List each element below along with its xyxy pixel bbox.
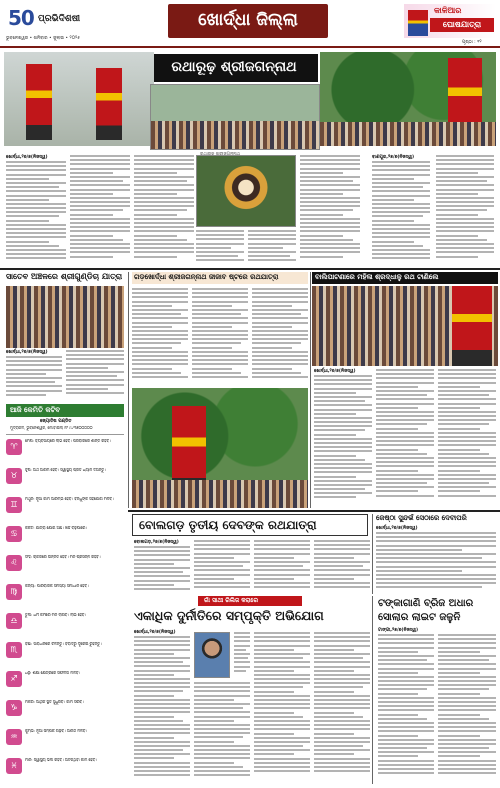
lead-text-col-5: [248, 230, 296, 266]
story-b-text-1: [132, 288, 188, 384]
story-c-text-3: [438, 369, 496, 507]
lead-byline-left: ଖୋର୍ଦ୍ଧା,୨୭/୭(ନିଜସ୍ୱ): [6, 155, 48, 160]
lead-headline: ରଥାରୂଢ଼ ଶ୍ରୀଜଗନ୍ନାଥ: [171, 59, 297, 76]
horoscope-astrologer: ଜ୍ୟୋତିଷ ପଣ୍ଡିତ: [40, 419, 72, 424]
festival-ad: [404, 4, 496, 38]
sign-text: ମୀନ: ସ୍ୱାସ୍ଥ୍ୟ ଭଲ ରହିବ। ଅଟକିଥିବା କାମ ହେବ।: [25, 758, 97, 762]
row4-text-3: [254, 632, 310, 784]
sign-text: କର୍କଟ: ଯାତ୍ରା ଯୋଗ ଅଛି। ଖର୍ଚ୍ଚ ବଢ଼ିପାରେ।: [25, 526, 87, 530]
story-c-title-bar: [312, 272, 498, 284]
zodiac-icon: ♍: [6, 584, 22, 600]
chariot-icon: [452, 286, 492, 366]
zodiac-icon: ♋: [6, 526, 22, 542]
zodiac-icon: ♈: [6, 439, 22, 455]
story-c-text-2: [376, 369, 434, 507]
zodiac-icon: ♒: [6, 729, 22, 745]
anniversary-logo: [8, 6, 38, 32]
zodiac-icon: ♏: [6, 642, 22, 658]
ad-line2: ଘୋଷଯାତ୍ରା: [442, 20, 482, 29]
lead-photo-right: [320, 52, 496, 146]
ad-line1: କାଳିଆର: [434, 6, 462, 15]
row3-text-3: [254, 540, 310, 594]
sign-text: ମିଥୁନ: ନୂଆ କାମ ଆରମ୍ଭ ହେବ। ବନ୍ଧୁଙ୍କ ସହଯୋଗ ମିଳିବ।: [25, 497, 114, 501]
row4-portrait-photo: [194, 632, 230, 678]
lead-text-col-3: [134, 155, 194, 265]
lead-photo-middle: [150, 84, 320, 150]
zodiac-icon: ♉: [6, 468, 22, 484]
story-a-title: ସାତେବ ଅଞ୍ଚଳରେ ଶ୍ରୀଗୁଣ୍ଡିଚା ଯାତ୍ରା: [6, 272, 123, 281]
horoscope-title-bar: [6, 404, 124, 417]
row3-headline-box: [132, 514, 368, 536]
horoscope-list: [6, 434, 124, 788]
story-c-text-1: [314, 375, 372, 507]
story-b-text-2: [192, 288, 248, 384]
sign-text: ସିଂହ: ଚାକିରିରେ ଉନ୍ନତି ହେବ। ମନ ପ୍ରସନ୍ନ ରହିବ।: [25, 555, 101, 559]
lead-text-col-1: [6, 161, 66, 265]
chariot-icon: [26, 64, 52, 140]
row4-side-headline-1: ଟଙ୍କାଗାଣି ବ୍ରିଜ ଅଧାର: [378, 598, 474, 609]
page-label: ପୃଷ୍ଠା : ୧୨: [462, 40, 482, 45]
story-b-text-3: [252, 288, 308, 384]
section-title: ଖୋର୍ଦ୍ଧା ଜିଲ୍ଲା: [198, 10, 298, 31]
story-a-byline: ଖୋର୍ଦ୍ଧା,୨୭/୭(ନିଜସ୍ୱ): [6, 350, 48, 355]
zodiac-icon: ♑: [6, 700, 22, 716]
zodiac-icon: ♐: [6, 671, 22, 687]
row4-side-text-1: [378, 634, 434, 784]
lead-byline-right: ବାଣପୁର,୨୭/୭(ନିଜସ୍ୱ): [372, 155, 415, 160]
row4-kicker: ଗାଁ ସାଥୀ ରିଲିଜ କରାରେ: [204, 597, 258, 604]
row3-side-headline: ଜେଷ୍ଠା ସୁନ୍ଦର୍ଭ ସେଠାରେ ଦେବୀପରି: [376, 514, 467, 522]
sign-text: ମକର: ଆର୍ଥିକ ସ୍ଥିତି ସୁଧୁରିବ। କାମ ସରିବ।: [25, 700, 84, 704]
row3-text-4: [314, 540, 370, 594]
story-b-title-bar: [132, 272, 308, 284]
story-a-photo: [6, 286, 124, 348]
story-c-title: ବାଲିପାଟଣାରେ ମହିଳା ଶ୍ରଦ୍ଧାଳୁ ରଥ ଟାଣିଲେ: [315, 273, 439, 281]
row4-text-2b: [234, 632, 250, 678]
row4-text-4: [314, 632, 370, 784]
row4-text-2: [194, 682, 250, 784]
lead-photo-deity: [196, 155, 296, 227]
row4-headline: ଏକାଧିକ ଦୁର୍ନୀତିରେ ସମ୍ପୃକ୍ତି ଅଭିଯୋଗ: [134, 608, 324, 623]
story-c-byline: ଖୋର୍ଦ୍ଧା,୨୭/୭(ନିଜସ୍ୱ): [314, 369, 356, 374]
lead-text-col-8: [436, 155, 494, 265]
story-b-photo: [132, 388, 308, 508]
sign-text: କୁମ୍ଭ: ନୂଆ ସମ୍ପର୍କ ଗଢ଼ିବ। ଆନନ୍ଦ ମିଳିବ।: [25, 729, 88, 733]
row3-text-1: [134, 546, 190, 594]
lead-text-col-6: [300, 155, 360, 265]
row4-text-1: [134, 636, 190, 784]
row3-side-byline: ଖୋର୍ଦ୍ଧା,୨୭/୭(ନିଜସ୍ୱ): [376, 526, 418, 531]
sign-text: ବିଛା: ସାବଧାନରେ ଚଳନ୍ତୁ। ବିବାଦରୁ ଦୂରେଇ ରୁହନ୍ତୁ।: [25, 642, 102, 646]
zodiac-icon: ♓: [6, 758, 22, 774]
zodiac-icon: ♌: [6, 555, 22, 571]
story-a-text-2: [66, 350, 124, 402]
story-a-text: [6, 356, 62, 402]
lead-text-col-7: [372, 161, 430, 265]
sign-text: ତୁଳା: ଧର୍ମ କର୍ମରେ ମନ ଲାଗିବ। ଲାଭ ହେବ।: [25, 613, 87, 617]
row4-kicker-bar: [198, 596, 302, 606]
row3-text-2: [194, 540, 250, 594]
row3-side-text: [376, 532, 496, 594]
story-c-photo: [312, 286, 498, 366]
masthead: [0, 0, 500, 48]
section-title-bar: [168, 4, 328, 38]
row3-headline: ବୋଲଗଡ଼ ତୃତୀୟ ଦେବଙ୍କ ରଥଯାତ୍ରା: [139, 518, 317, 532]
lead-text-col-4: [196, 230, 244, 266]
lead-headline-bar: [150, 54, 318, 82]
row4-side-byline: ଟାଙ୍ଗୀ,୨୭/୭(ନିଜସ୍ୱ): [378, 628, 419, 633]
row3-byline: ବୋଲଗଡ଼,୨୭/୭(ନିଜସ୍ୱ): [134, 540, 179, 545]
row4-side-headline-2: ସୋଲାର ଲାଇଟ ଜଳୁନି: [378, 612, 461, 623]
lead-photo-left: [4, 52, 154, 146]
ad-line2-box: [430, 18, 494, 32]
horoscope-title: ଆଜି କେମିତି କଟିବ: [10, 406, 61, 414]
sign-text: ମେଷ: ବ୍ୟବସାୟରେ ଲାଭ ହେବ। ପରିବାରରେ ଶାନ୍ତି ରହିବ।: [25, 439, 111, 443]
row4-byline: ଖୋର୍ଦ୍ଧା,୨୭/୭(ନିଜସ୍ୱ): [134, 630, 176, 635]
sign-text: ଧନୁ: ଶିକ୍ଷା କ୍ଷେତ୍ରରେ ସଫଳତା ମିଳିବ।: [25, 671, 81, 675]
row4-side-text-2: [438, 634, 496, 784]
sign-text: କନ୍ୟା: ପାରିବାରିକ ସମସ୍ୟା ସମାଧାନ ହେବ।: [25, 584, 89, 588]
dateline: ଭୁବନେଶ୍ୱର • ଶନିବାର • ଜୁଲାଇ • ୨୦୨୫: [6, 36, 81, 41]
lead-text-col-2: [70, 155, 130, 265]
chariot-ad-icon: [408, 10, 428, 36]
logo-number: 50: [8, 6, 34, 30]
story-b-title: ଗଡ଼ଖୋର୍ଦ୍ଧା ଶ୍ରୀଜଗନ୍ନାଥ ଜୀଜାବ ଷ୍ଟରେ ରଥଯାତ୍ରା: [134, 273, 279, 281]
zodiac-icon: ♎: [6, 613, 22, 629]
zodiac-icon: ♊: [6, 497, 22, 513]
chariot-icon: [96, 68, 122, 140]
sign-text: ବୃଷ: ଅର୍ଥ ଆଗମ ହେବ। ସ୍ୱାସ୍ଥ୍ୟ ପ୍ରତି ଧ୍ୟାନ ଦିଅନ୍ତୁ।: [25, 468, 106, 472]
brand-name: ପ୍ରଭିଦିଶଷୀ: [38, 14, 81, 24]
horoscope-address: ମୁଦ୍ରାକଳ, ଭୁବନେଶ୍ୱର, ମୋବାଇଲ୍ ନଂ ୯୪୩୭୦୦୦୦୦: [10, 426, 93, 430]
